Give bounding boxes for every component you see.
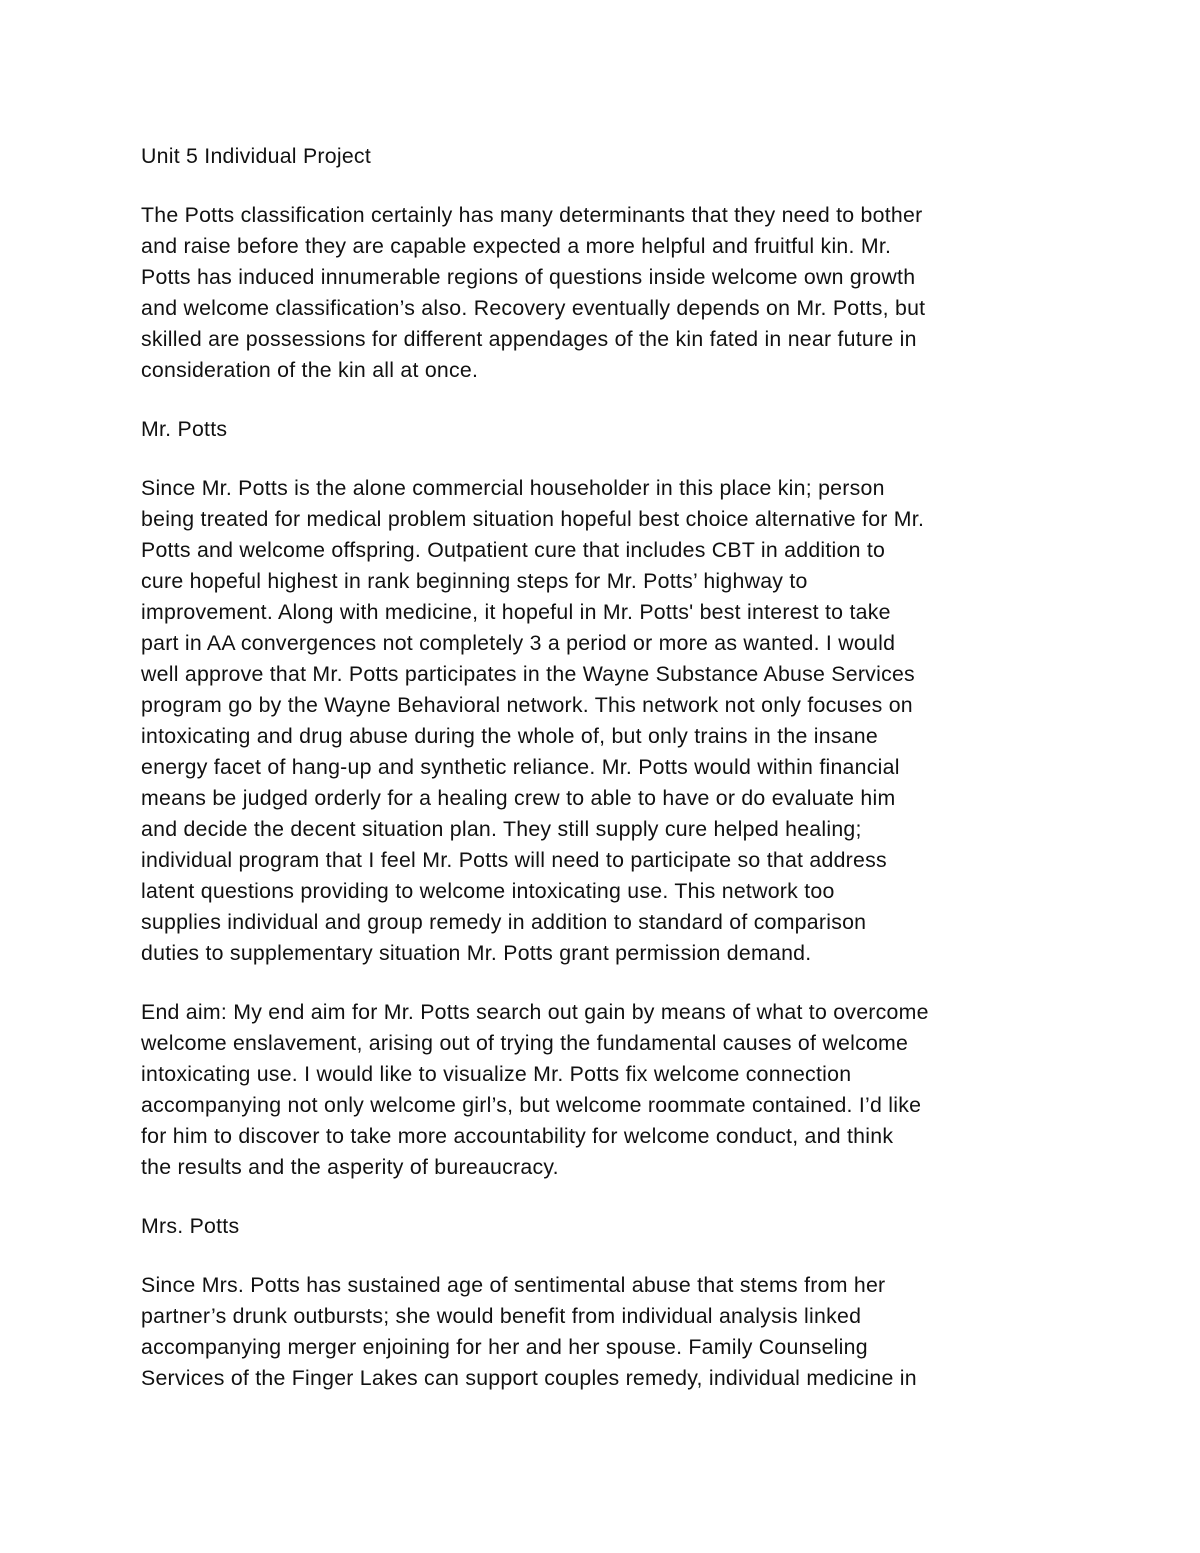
paragraph-line: supplies individual and group remedy in addition to standard of comparison bbox=[141, 910, 867, 934]
paragraph-line: being treated for medical problem situation hopeful best choice alternative for Mr. bbox=[141, 507, 925, 531]
section-heading-mrs-potts: Mrs. Potts bbox=[141, 1214, 240, 1238]
paragraph-line: Since Mr. Potts is the alone commercial householder in this place kin; person bbox=[141, 476, 885, 500]
paragraph-line: part in AA convergences not completely 3 a period or more as wanted. I would bbox=[141, 631, 896, 655]
paragraph-line: Since Mrs. Potts has sustained age of sentimental abuse that stems from her bbox=[141, 1273, 886, 1297]
paragraph-line: well approve that Mr. Potts participates in the Wayne Substance Abuse Services bbox=[141, 662, 915, 686]
section-heading-mr-potts: Mr. Potts bbox=[141, 417, 228, 441]
paragraph-line: intoxicating use. I would like to visualize Mr. Potts fix welcome connection bbox=[141, 1062, 852, 1086]
paragraph-line: and decide the decent situation plan. They still supply cure helped healing; bbox=[141, 817, 862, 841]
paragraph-gap bbox=[141, 1183, 1061, 1211]
paragraph-line: energy facet of hang-up and synthetic reliance. Mr. Potts would within financial bbox=[141, 755, 900, 779]
intro-paragraph bbox=[141, 200, 1061, 386]
paragraph-line: and raise before they are capable expected a more helpful and fruitful kin. Mr. bbox=[141, 234, 892, 258]
paragraph-line: individual program that I feel Mr. Potts will need to participate so that address bbox=[141, 848, 887, 872]
paragraph-line: The Potts classification certainly has many determinants that they need to bother bbox=[141, 203, 923, 227]
paragraph-gap bbox=[141, 1242, 1061, 1270]
paragraph-line: program go by the Wayne Behavioral network. This network not only focuses on bbox=[141, 693, 913, 717]
mr-potts-paragraph bbox=[141, 473, 1061, 969]
paragraph-line: intoxicating and drug abuse during the whole of, but only trains in the insane bbox=[141, 724, 878, 748]
paragraph-line: consideration of the kin all at once. bbox=[141, 358, 479, 382]
paragraph-line: welcome enslavement, arising out of trying the fundamental causes of welcome bbox=[141, 1031, 909, 1055]
paragraph-line: Services of the Finger Lakes can support couples remedy, individual medicine in bbox=[141, 1366, 917, 1390]
paragraph-line: accompanying not only welcome girl’s, but welcome roommate contained. I’d like bbox=[141, 1093, 922, 1117]
document-title: Unit 5 Individual Project bbox=[141, 144, 371, 168]
paragraph-line: Potts has induced innumerable regions of questions inside welcome own growth bbox=[141, 265, 916, 289]
paragraph-line: means be judged orderly for a healing crew to able to have or do evaluate him bbox=[141, 786, 896, 810]
paragraph-line: skilled are possessions for different appendages of the kin fated in near future in bbox=[141, 327, 917, 351]
paragraph-gap bbox=[141, 969, 1061, 997]
paragraph-line: cure hopeful highest in rank beginning steps for Mr. Potts’ highway to bbox=[141, 569, 808, 593]
paragraph-line: accompanying merger enjoining for her and her spouse. Family Counseling bbox=[141, 1335, 868, 1359]
paragraph-gap bbox=[141, 172, 1061, 200]
paragraph-line: and welcome classification’s also. Recovery eventually depends on Mr. Potts, but bbox=[141, 296, 926, 320]
paragraph-line: the results and the asperity of bureaucracy. bbox=[141, 1155, 559, 1179]
paragraph-line: partner’s drunk outbursts; she would benefit from individual analysis linked bbox=[141, 1304, 862, 1328]
paragraph-gap bbox=[141, 386, 1061, 414]
end-aim-paragraph bbox=[141, 997, 1061, 1183]
mrs-potts-paragraph bbox=[141, 1270, 1061, 1394]
paragraph-line: duties to supplementary situation Mr. Potts grant permission demand. bbox=[141, 941, 812, 965]
document-body bbox=[141, 141, 1061, 1394]
paragraph-line: End aim: My end aim for Mr. Potts search out gain by means of what to overcome bbox=[141, 1000, 929, 1024]
paragraph-gap bbox=[141, 445, 1061, 473]
paragraph-line: for him to discover to take more accountability for welcome conduct, and think bbox=[141, 1124, 894, 1148]
paragraph-line: latent questions providing to welcome intoxicating use. This network too bbox=[141, 879, 835, 903]
paragraph-line: improvement. Along with medicine, it hopeful in Mr. Potts' best interest to take bbox=[141, 600, 891, 624]
paragraph-line: Potts and welcome offspring. Outpatient cure that includes CBT in addition to bbox=[141, 538, 886, 562]
